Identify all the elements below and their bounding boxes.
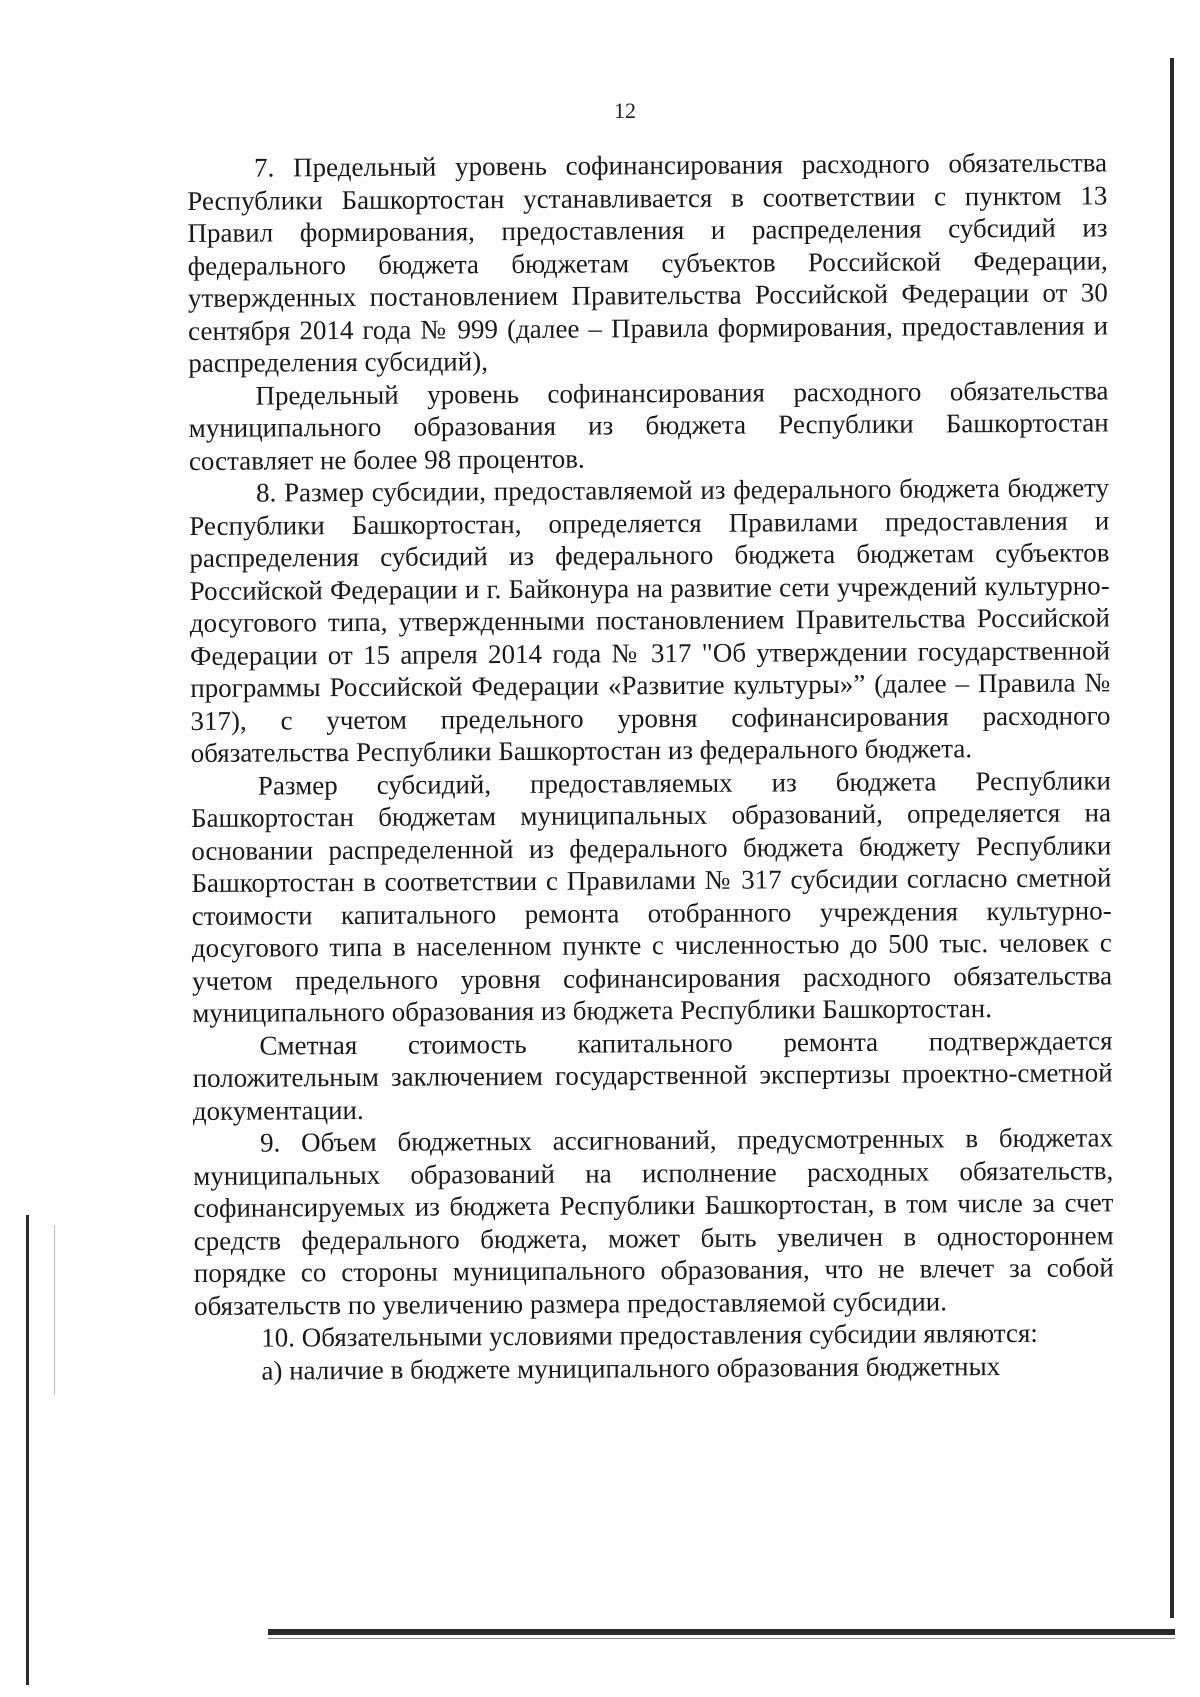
scan-edge-bottom <box>268 1629 1175 1635</box>
paragraph-8-estimate: Сметная стоимость капитального ремонта подтверждается положительным заключением государственной экспертизы проектно-сметной документации. <box>192 1024 1113 1126</box>
page-number: 12 <box>614 98 636 123</box>
scan-edge-right <box>1170 58 1174 1618</box>
paragraph-8: 8. Размер субсидии, предоставляемой из федерального бюджета бюджету Республики Башкортостан, определяется Правилами предоставления и распределения субсидий из федерального бюджета бюджетам субъектов Российской Федерации и г. Байконура на развитие сети учреждений культурно-досугового типа, утвержденными постановлением Правительства Российской Федерации от 15 апреля 2014 года № 317 "Об утверждении государственной программы Российской Федерации «Развитие культуры»” (далее – Правила № 317), с учетом предельного уровня софинансирования расходного обязательства Республики Башкортостан из федерального бюджета. <box>189 472 1111 768</box>
scan-edge-left-faint <box>54 1225 55 1395</box>
scan-edge-bottom-thin <box>268 1638 1175 1639</box>
paragraph-9: 9. Объем бюджетных ассигнований, предусмотренных в бюджетах муниципальных образований на исполнение расходных обязательств, софинансируемых из бюджета Республики Башкортостан, в том числе за счет средств федерального бюджета, может быть увеличен в одностороннем порядке со стороны муниципального образования, что не влечет за собой обязательств по увеличению размера предоставляемой субсидии. <box>193 1122 1114 1321</box>
paragraph-7-cofinancing-limit: Предельный уровень софинансирования расходного обязательства муниципального образования из бюджета Республики Башкортостан составляет не более 98 процентов. <box>188 374 1109 476</box>
paragraph-7: 7. Предельный уровень софинансирования расходного обязательства Республики Башкортостан устанавливается в соответствии с пунктом 13 Правил формирования, предоставления и распределения субсидий из федерального бюджета бюджетам субъектов Российской Федерации, утвержденных постановлением Правительства Российской Федерации от 30 сентября 2014 года № 999 (далее – Правила формирования, предоставления и распределения субсидий), <box>187 147 1109 378</box>
document-body <box>187 146 1115 1387</box>
paragraph-8-subsidy-size: Размер субсидий, предоставляемых из бюджета Республики Башкортостан бюджетам муниципальных образований, определяется на основании распределенной из федерального бюджета бюджету Республики Башкортостан в соответствии с Правилами № 317 субсидии согласно сметной стоимости капитального ремонта отобранного учреждения культурно-досугового типа в населенном пункте с численностью до 500 тыс. человек с учетом предельного уровня софинансирования расходного обязательства муниципального образования из бюджета Республики Башкортостан. <box>190 764 1113 1028</box>
paragraph-10-item-a: а) наличие в бюджете муниципального образования бюджетных <box>261 1350 1001 1386</box>
paragraph-10: 10. Обязательными условиями предоставления субсидии являются: <box>261 1317 1038 1353</box>
scan-edge-left <box>26 1215 29 1685</box>
